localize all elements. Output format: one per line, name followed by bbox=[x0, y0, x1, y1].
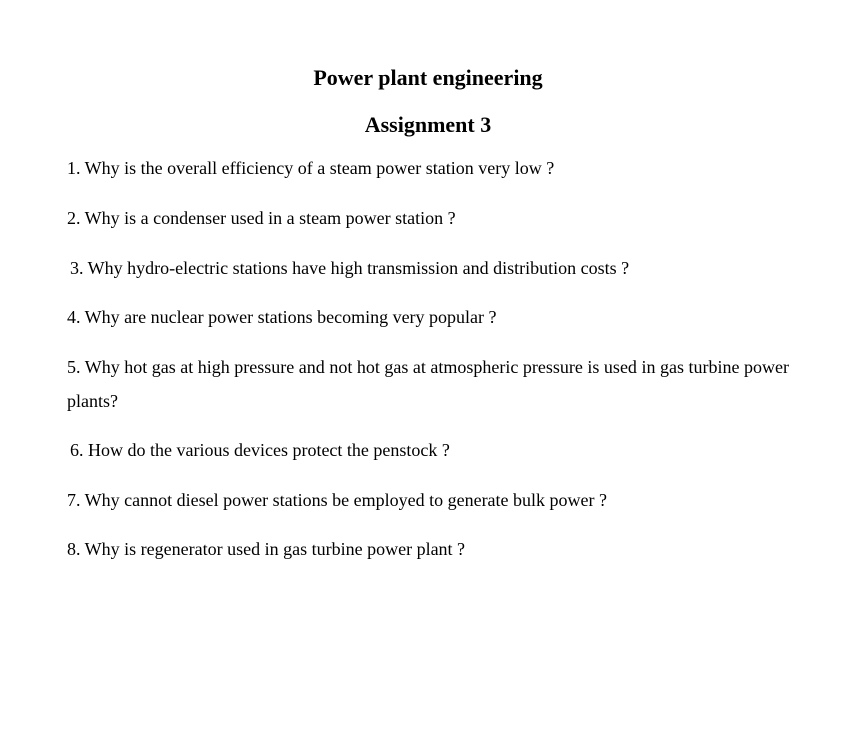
question-item: 4. Why are nuclear power stations becoming very popular ? bbox=[67, 307, 497, 327]
question-item: 7. Why cannot diesel power stations be employed to generate bulk power ? bbox=[67, 490, 608, 510]
assignment-heading: Assignment 3 bbox=[364, 112, 492, 137]
document-title: Power plant engineering bbox=[313, 65, 543, 90]
question-item: 1. Why is the overall efficiency of a steam power station very low ? bbox=[67, 158, 555, 178]
question-item: 5. Why hot gas at high pressure and not hot gas at atmospheric pressure is used in gas turbine power plants? bbox=[67, 357, 789, 411]
question-item: 8. Why is regenerator used in gas turbine power plant ? bbox=[67, 539, 466, 559]
question-item: 6. How do the various devices protect the penstock ? bbox=[70, 440, 450, 460]
question-item: 2. Why is a condenser used in a steam power station ? bbox=[67, 208, 456, 228]
question-item: 3. Why hydro-electric stations have high transmission and distribution costs ? bbox=[70, 258, 630, 278]
